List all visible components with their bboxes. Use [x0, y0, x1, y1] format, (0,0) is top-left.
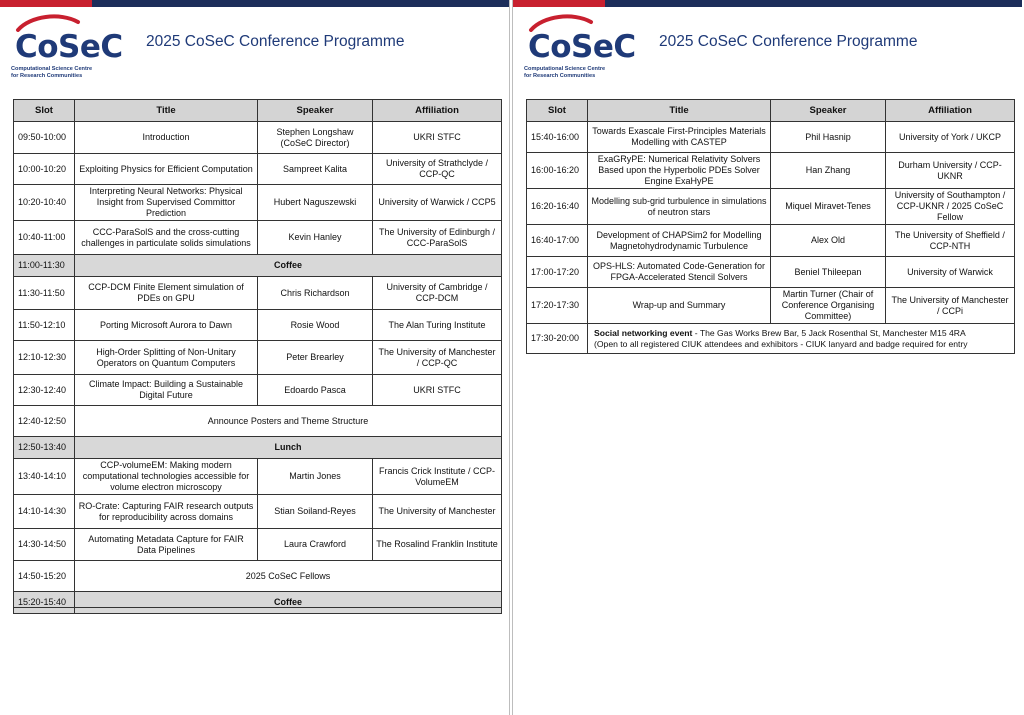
social-event-note: (Open to all registered CIUK attendees and exhibitors - CIUK lanyard and badge required for entry	[594, 338, 968, 349]
column-header-speaker: Speaker	[258, 100, 373, 122]
title-cell: ExaGRyPE: Numerical Relativity Solvers Based upon the Hyperbolic PDEs Solver Engine ExaHyPE	[588, 153, 771, 189]
speaker-cell: Rosie Wood	[258, 310, 373, 341]
break-label: Lunch	[75, 437, 502, 459]
title-cell: Development of CHAPSim2 for Modelling Magnetohydrodynamic Turbulence	[588, 225, 771, 257]
top-color-bar	[0, 0, 509, 7]
table-row	[14, 375, 502, 406]
speaker-cell: Stephen Longshaw (CoSeC Director)	[258, 122, 373, 154]
speaker-cell: Laura Crawford	[258, 529, 373, 561]
slot-cell: 17:20-17:30	[527, 288, 588, 324]
speaker-cell: Beniel Thileepan	[771, 257, 886, 288]
cosec-logo	[8, 12, 123, 82]
logo-subtitle: Computational Science Centre for Research Communities	[524, 66, 606, 79]
slot-cell: 10:20-10:40	[14, 185, 75, 221]
slot-cell: 12:30-12:40	[14, 375, 75, 406]
speaker-cell: Hubert Naguszewski	[258, 185, 373, 221]
table-row	[527, 122, 1015, 153]
affiliation-cell: The University of Edinburgh / CCC-ParaSolS	[373, 221, 502, 255]
table-row	[14, 341, 502, 375]
social-event-label: Social networking event	[594, 327, 693, 338]
affiliation-cell: University of Warwick	[886, 257, 1015, 288]
slot-cell: 09:50-10:00	[14, 122, 75, 154]
slot-cell: 12:40-12:50	[14, 406, 75, 437]
affiliation-cell: The University of Manchester / CCP-QC	[373, 341, 502, 375]
break-row	[14, 437, 502, 459]
column-header-title: Title	[75, 100, 258, 122]
title-cell: RO-Crate: Capturing FAIR research outputs for reproducibility across domains	[75, 495, 258, 529]
speaker-cell: Han Zhang	[771, 153, 886, 189]
table-row	[14, 154, 502, 185]
title-cell: CCP-volumeEM: Making modern computational technologies accessible for volume electron microscopy	[75, 459, 258, 495]
table-header-row	[14, 100, 502, 122]
slot-cell: 10:40-11:00	[14, 221, 75, 255]
affiliation-cell: The University of Manchester / CCPi	[886, 288, 1015, 324]
affiliation-cell: University of Cambridge / CCP-DCM	[373, 277, 502, 310]
title-cell: Climate Impact: Building a Sustainable Digital Future	[75, 375, 258, 406]
title-cell: Exploiting Physics for Efficient Computation	[75, 154, 258, 185]
logo-wordmark: CoSeC	[15, 29, 123, 65]
slot-cell: 10:00-10:20	[14, 154, 75, 185]
table-row	[14, 310, 502, 341]
table-row	[527, 189, 1015, 225]
column-header-slot: Slot	[527, 100, 588, 122]
affiliation-cell: UKRI STFC	[373, 375, 502, 406]
logo-subtitle: Computational Science Centre for Research Communities	[11, 66, 93, 79]
break-label: Coffee	[75, 255, 502, 277]
slot-cell: 12:50-13:40	[14, 437, 75, 459]
affiliation-cell: Durham University / CCP-UKNR	[886, 153, 1015, 189]
affiliation-cell: The Rosalind Franklin Institute	[373, 529, 502, 561]
slot-cell: 17:30-20:00	[527, 324, 588, 354]
affiliation-cell: Francis Crick Institute / CCP-VolumeEM	[373, 459, 502, 495]
affiliation-cell: University of York / UKCP	[886, 122, 1015, 153]
table-row	[14, 185, 502, 221]
speaker-cell: Peter Brearley	[258, 341, 373, 375]
social-event-row	[527, 324, 1015, 354]
slot-cell: 16:40-17:00	[527, 225, 588, 257]
break-row	[14, 592, 502, 614]
programme-table	[526, 99, 1015, 354]
top-color-bar	[513, 0, 1022, 7]
affiliation-cell: The University of Manchester	[373, 495, 502, 529]
speaker-cell: Stian Soiland-Reyes	[258, 495, 373, 529]
title-cell: CCC-ParaSolS and the cross-cutting challenges in particulate solids simulations	[75, 221, 258, 255]
column-header-affiliation: Affiliation	[886, 100, 1015, 122]
table-row	[14, 221, 502, 255]
programme-page-2	[512, 0, 1022, 715]
speaker-cell: Martin Jones	[258, 459, 373, 495]
affiliation-cell: UKRI STFC	[373, 122, 502, 154]
title-cell: Automating Metadata Capture for FAIR Data Pipelines	[75, 529, 258, 561]
column-header-speaker: Speaker	[771, 100, 886, 122]
speaker-cell: Chris Richardson	[258, 277, 373, 310]
table-row	[14, 495, 502, 529]
slot-cell: 12:10-12:30	[14, 341, 75, 375]
table-row	[527, 153, 1015, 189]
title-cell: Towards Exascale First-Principles Materials Modelling with CASTEP	[588, 122, 771, 153]
logo-wordmark: CoSeC	[528, 29, 636, 65]
speaker-cell: Kevin Hanley	[258, 221, 373, 255]
programme-table	[13, 99, 502, 614]
speaker-cell: Martin Turner (Chair of Conference Organising Committee)	[771, 288, 886, 324]
table-row	[14, 277, 502, 310]
slot-cell: 15:20-15:40	[14, 592, 75, 614]
speaker-cell: Alex Old	[771, 225, 886, 257]
column-header-affiliation: Affiliation	[373, 100, 502, 122]
affiliation-cell: University of Strathclyde / CCP-QC	[373, 154, 502, 185]
session-label: 2025 CoSeC Fellows	[75, 561, 502, 592]
slot-cell: 11:50-12:10	[14, 310, 75, 341]
social-event-venue: - The Gas Works Brew Bar, 5 Jack Rosenthal St, Manchester M15 4RA	[692, 327, 966, 338]
slot-cell: 11:00-11:30	[14, 255, 75, 277]
title-cell: OPS-HLS: Automated Code-Generation for FPGA-Accelerated Stencil Solvers	[588, 257, 771, 288]
table-header-row	[527, 100, 1015, 122]
slot-cell: 16:20-16:40	[527, 189, 588, 225]
session-label: Announce Posters and Theme Structure	[75, 406, 502, 437]
session-row	[14, 406, 502, 437]
table-row	[14, 459, 502, 495]
table-bottom-edge	[13, 607, 501, 608]
cosec-logo	[521, 12, 636, 82]
slot-cell: 11:30-11:50	[14, 277, 75, 310]
column-header-slot: Slot	[14, 100, 75, 122]
title-cell: CCP-DCM Finite Element simulation of PDEs on GPU	[75, 277, 258, 310]
programme-page-1	[0, 0, 510, 715]
title-cell: Interpreting Neural Networks: Physical Insight from Supervised Committor Prediction	[75, 185, 258, 221]
break-label: Coffee	[75, 592, 502, 614]
title-cell: Porting Microsoft Aurora to Dawn	[75, 310, 258, 341]
slot-cell: 16:00-16:20	[527, 153, 588, 189]
affiliation-cell: University of Warwick / CCP5	[373, 185, 502, 221]
table-row	[14, 122, 502, 154]
page-title: 2025 CoSeC Conference Programme	[659, 33, 918, 50]
session-row	[14, 561, 502, 592]
title-cell: Wrap-up and Summary	[588, 288, 771, 324]
speaker-cell: Edoardo Pasca	[258, 375, 373, 406]
title-cell: High-Order Splitting of Non-Unitary Operators on Quantum Computers	[75, 341, 258, 375]
speaker-cell: Sampreet Kalita	[258, 154, 373, 185]
social-event-cell	[588, 324, 1015, 354]
slot-cell: 15:40-16:00	[527, 122, 588, 153]
slot-cell: 14:50-15:20	[14, 561, 75, 592]
slot-cell: 14:30-14:50	[14, 529, 75, 561]
speaker-cell: Miquel Miravet-Tenes	[771, 189, 886, 225]
column-header-title: Title	[588, 100, 771, 122]
table-row	[527, 288, 1015, 324]
affiliation-cell: The Alan Turing Institute	[373, 310, 502, 341]
table-row	[527, 225, 1015, 257]
title-cell: Modelling sub-grid turbulence in simulations of neutron stars	[588, 189, 771, 225]
page-title: 2025 CoSeC Conference Programme	[146, 33, 405, 50]
title-cell: Introduction	[75, 122, 258, 154]
break-row	[14, 255, 502, 277]
slot-cell: 14:10-14:30	[14, 495, 75, 529]
affiliation-cell: University of Southampton / CCP-UKNR / 2025 CoSeC Fellow	[886, 189, 1015, 225]
slot-cell: 13:40-14:10	[14, 459, 75, 495]
affiliation-cell: The University of Sheffield / CCP-NTH	[886, 225, 1015, 257]
speaker-cell: Phil Hasnip	[771, 122, 886, 153]
slot-cell: 17:00-17:20	[527, 257, 588, 288]
table-row	[527, 257, 1015, 288]
table-row	[14, 529, 502, 561]
